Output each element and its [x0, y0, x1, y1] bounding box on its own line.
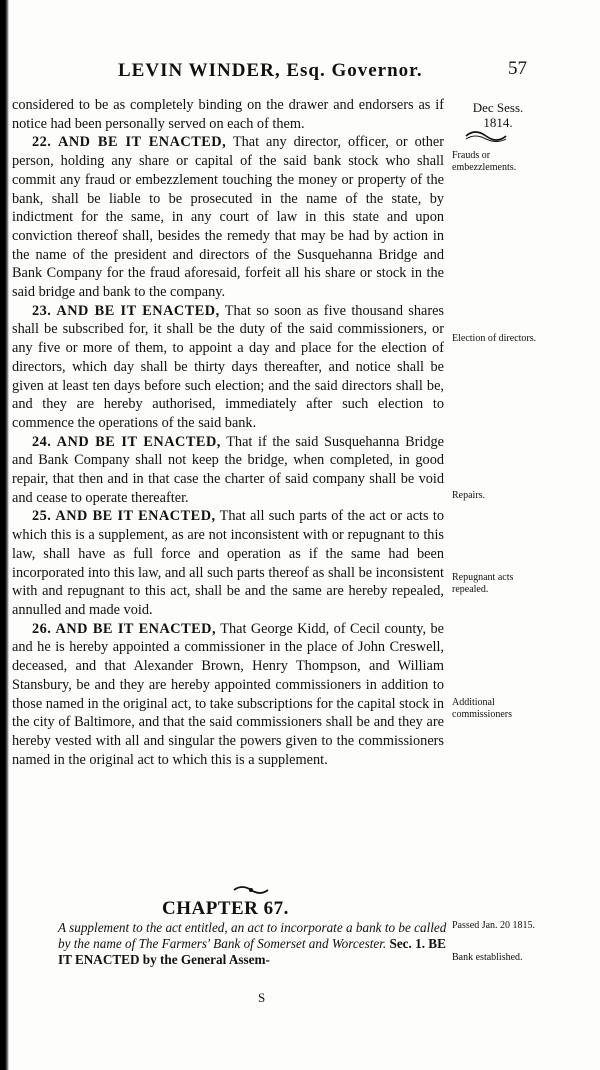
- statute-body: [12, 96, 444, 769]
- session-line-2: 1814.: [483, 115, 513, 130]
- paragraph-text: considered to be as completely binding on the drawer and endorsers as if notice had been personally served on each of them.: [12, 97, 444, 132]
- margin-note: Bank established.: [452, 952, 523, 963]
- section-heading: 24. AND BE IT ENACTED,: [32, 433, 221, 450]
- chapter-body: [58, 920, 448, 968]
- margin-note: Additional commissioners: [452, 697, 512, 720]
- margin-note: Repairs.: [452, 490, 486, 501]
- chapter-heading: CHAPTER 67.: [162, 898, 289, 919]
- running-head: LEVIN WINDER, Esq. Governor.: [118, 60, 423, 81]
- section-24: [12, 433, 444, 508]
- section-text: That all such parts of the act or acts to which this is a supplement, as are not inconsistent with or repugnant to this law, shall have as full force and operation as if the same had been incorporated into this law, and all such parts thereof as shall be inconsistent with and repugnant to this act, shall be and the same are hereby repealed, annulled and made void.: [12, 508, 444, 618]
- section-text: by the General Assem-: [139, 952, 270, 967]
- page-number: 57: [508, 58, 527, 79]
- section-text: That George Kidd, of Cecil county, be and he is hereby appointed a commissioner in the place of John Creswell, deceased, and that Alexander Brown, Henry Thompson, and William Stansbury, be and they are hereby appointed commissioners in addition to those named in the original act, to take subscriptions for the capital stock in the city of Baltimore, and that the said commissioners shall be and they are hereby vested with all and singular the powers given to the commissioners named in the original act to which this is a supplement.: [12, 620, 445, 768]
- chapter-title: A supplement to the act entitled, an act to incorporate a bank to be called by the name of The Farmers' Bank of Somerset and Worcester.: [58, 920, 447, 951]
- section-25: [12, 507, 444, 619]
- margin-note: Passed Jan. 20 1815.: [452, 920, 536, 931]
- catchword: S: [258, 990, 266, 1005]
- margin-note: Election of directors.: [452, 333, 537, 344]
- paragraph-continuation: [12, 96, 444, 133]
- section-heading: 22. AND BE IT ENACTED,: [32, 134, 227, 151]
- section-23: [12, 302, 444, 433]
- page-header: [0, 58, 600, 88]
- margin-note: Repugnant acts repealed.: [452, 572, 514, 595]
- margin-note: Frauds or embezzlements.: [452, 150, 517, 173]
- section-heading: 26. AND BE IT ENACTED,: [32, 620, 217, 637]
- section-26: [12, 620, 444, 770]
- section-text: That any director, officer, or other person, holding any share or capital of the said bank stock who shall commit any fraud or embezzlement touching the money or property of the bank, shall be liable to be prosecuted in the name of the state, by indictment for the same, in any court of law in this state and upon conviction thereof shall, besides the remedy that may be had by action in the name of the president and directors of the Susquehanna Bridge and Bank Company for the fraud aforesaid, forfeit all his share or stock in the said bridge and bank to the company.: [12, 134, 445, 301]
- section-text: That if the said Susquehanna Bridge and Bank Company shall not keep the bridge, when completed, in good repair, that then and in that case the charter of said company shall be void and cease to operate thereafter.: [12, 433, 444, 506]
- section-heading: 25. AND BE IT ENACTED,: [32, 508, 216, 525]
- session-note: [448, 100, 548, 130]
- section-text: That so soon as five thousand shares shall be subscribed for, it shall be the duty of the said commissioners, or any five or more of them, to appoint a day and place for the election of directors, which day shall be thirty days thereafter, and notice shall be given at least ten days before such election; and the said directors shall be, and they are hereby authorised, immediately after such election to commence the operations of the said bank.: [12, 302, 444, 431]
- page-binding-edge: [0, 0, 9, 1070]
- session-line-1: Dec Sess.: [472, 100, 524, 115]
- brace-ornament: [464, 128, 508, 142]
- section-22: [12, 133, 444, 301]
- section-heading: Sec. 1. BE IT ENACTED: [58, 936, 446, 967]
- section-heading: 23. AND BE IT ENACTED,: [32, 302, 220, 319]
- divider-ornament: [232, 883, 270, 897]
